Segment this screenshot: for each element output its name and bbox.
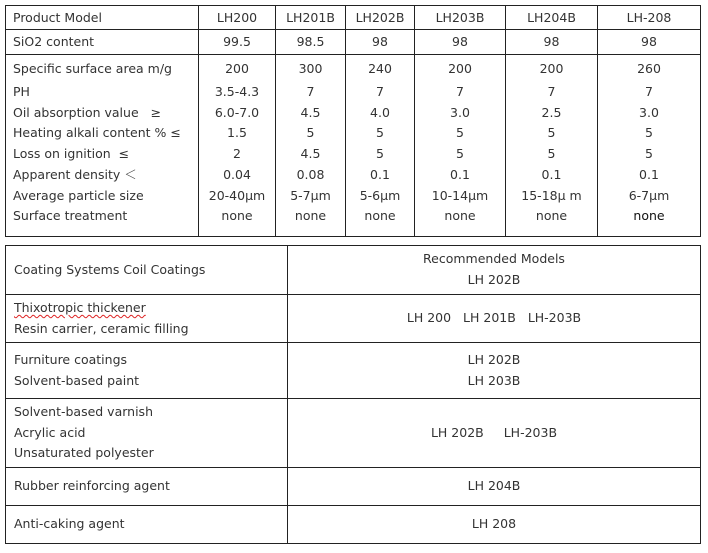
application-table [5,245,701,544]
value-cell: 5 [415,123,506,144]
header-cell: LH204B [506,6,598,30]
property-label: Apparent density ＜ [6,165,199,186]
models-cell [288,295,701,343]
model-name: LH 202B [430,424,484,440]
value-cell: 4.5 [276,144,346,165]
table-row [6,165,701,186]
value-cell: 7 [415,82,506,103]
value-cell: 2.5 [506,103,598,124]
value-cell: 260 [598,55,701,83]
spec-table [5,5,701,237]
value-cell: 4.5 [276,103,346,124]
value-cell: 98 [506,30,598,55]
value-cell: none [598,206,701,237]
application-cell [6,399,288,468]
spec-header-row [6,6,701,30]
value-cell: none [276,206,346,237]
application-cell [6,506,288,544]
value-cell: 5 [598,123,701,144]
models-cell [288,343,701,399]
application-name: Solvent-based paint [14,372,140,388]
application-name: Anti-caking agent [14,516,125,532]
models-cell [288,468,701,506]
value-cell: 0.04 [199,165,276,186]
application-cell [6,343,288,399]
header-cell: LH201B [276,6,346,30]
table-row [6,30,701,55]
model-name: LH 203B [467,372,521,388]
model-name: LH 208 [471,516,517,532]
table-row [6,55,701,83]
value-cell: 5-6μm [346,186,415,207]
model-name: LH-203B [527,310,582,326]
value-cell: 4.0 [346,103,415,124]
models-cell [288,506,701,544]
value-cell: 5-7μm [276,186,346,207]
value-cell: 200 [199,55,276,83]
table-row [6,103,701,124]
property-label: Average particle size [6,186,199,207]
value-cell: 3.0 [415,103,506,124]
application-name: Furniture coatings [14,351,128,367]
application-header-row [6,246,701,295]
header-cell: Product Model [6,6,199,30]
application-name: Acrylic acid [14,424,86,440]
value-cell: 200 [506,55,598,83]
header-cell: LH200 [199,6,276,30]
value-cell: 7 [346,82,415,103]
model-name: LH-203B [503,424,558,440]
property-label: PH [6,82,199,103]
value-cell: 300 [276,55,346,83]
value-cell: 7 [598,82,701,103]
property-label: Specific surface area m/g [6,55,199,83]
property-label: Loss on ignition ≤ [6,144,199,165]
value-cell: 5 [276,123,346,144]
table-row [6,82,701,103]
value-cell: none [199,206,276,237]
value-cell: 5 [415,144,506,165]
recommended-models-title: Recommended Models [423,251,565,267]
value-cell: 0.1 [346,165,415,186]
property-label: Surface treatment [6,206,199,237]
value-cell: 3.0 [598,103,701,124]
value-cell: 0.08 [276,165,346,186]
value-cell: 240 [346,55,415,83]
value-cell: 5 [506,144,598,165]
value-cell: 0.1 [415,165,506,186]
property-label: Oil absorption value ≥ [6,103,199,124]
table-row [6,343,701,399]
application-name: Rubber reinforcing agent [14,478,170,494]
value-cell: 7 [276,82,346,103]
application-name: Solvent-based varnish [14,403,153,419]
application-name: Resin carrier, ceramic filling [14,320,189,336]
value-cell: none [506,206,598,237]
table-row [6,123,701,144]
value-cell: 98 [598,30,701,55]
value-cell: 2 [199,144,276,165]
value-cell: 15-18μ m [506,186,598,207]
table-row [6,295,701,343]
header-cell: LH202B [346,6,415,30]
table-row [6,399,701,468]
value-cell: 5 [598,144,701,165]
value-cell: 7 [506,82,598,103]
models-cell [288,399,701,468]
value-cell: 0.1 [598,165,701,186]
table-row [6,506,701,544]
value-cell: 98 [346,30,415,55]
model-name: LH 202B [467,272,521,287]
value-cell: none [346,206,415,237]
table-row [6,206,701,237]
application-cell [6,468,288,506]
value-cell: 5 [506,123,598,144]
model-name: LH 200 [406,310,452,326]
value-cell: 99.5 [199,30,276,55]
value-cell: 1.5 [199,123,276,144]
value-cell: 0.1 [506,165,598,186]
value-cell: 98 [415,30,506,55]
property-label: SiO2 content [6,30,199,55]
value-cell: 6-7μm [598,186,701,207]
value-cell: 98.5 [276,30,346,55]
table-row [6,468,701,506]
header-cell: LH-208 [598,6,701,30]
application-cell [6,295,288,343]
table-row [6,186,701,207]
property-label: Heating alkali content % ≤ [6,123,199,144]
value-cell: none [415,206,506,237]
recommended-models-header [288,246,701,295]
header-cell: LH203B [415,6,506,30]
value-cell: 5 [346,144,415,165]
application-name: Unsaturated polyester [14,445,154,461]
value-cell: 5 [346,123,415,144]
value-cell: 200 [415,55,506,83]
model-name: LH 202B [467,351,521,367]
value-cell: 10-14μm [415,186,506,207]
model-name: LH 201B [463,310,516,326]
value-cell: 6.0-7.0 [199,103,276,124]
model-name: LH 204B [467,478,521,494]
table-row [6,144,701,165]
value-cell: 3.5-4.3 [199,82,276,103]
application-header-label: Coating Systems Coil Coatings [6,246,288,295]
application-name: Thixotropic thickener [14,299,146,315]
value-cell: 20-40μm [199,186,276,207]
